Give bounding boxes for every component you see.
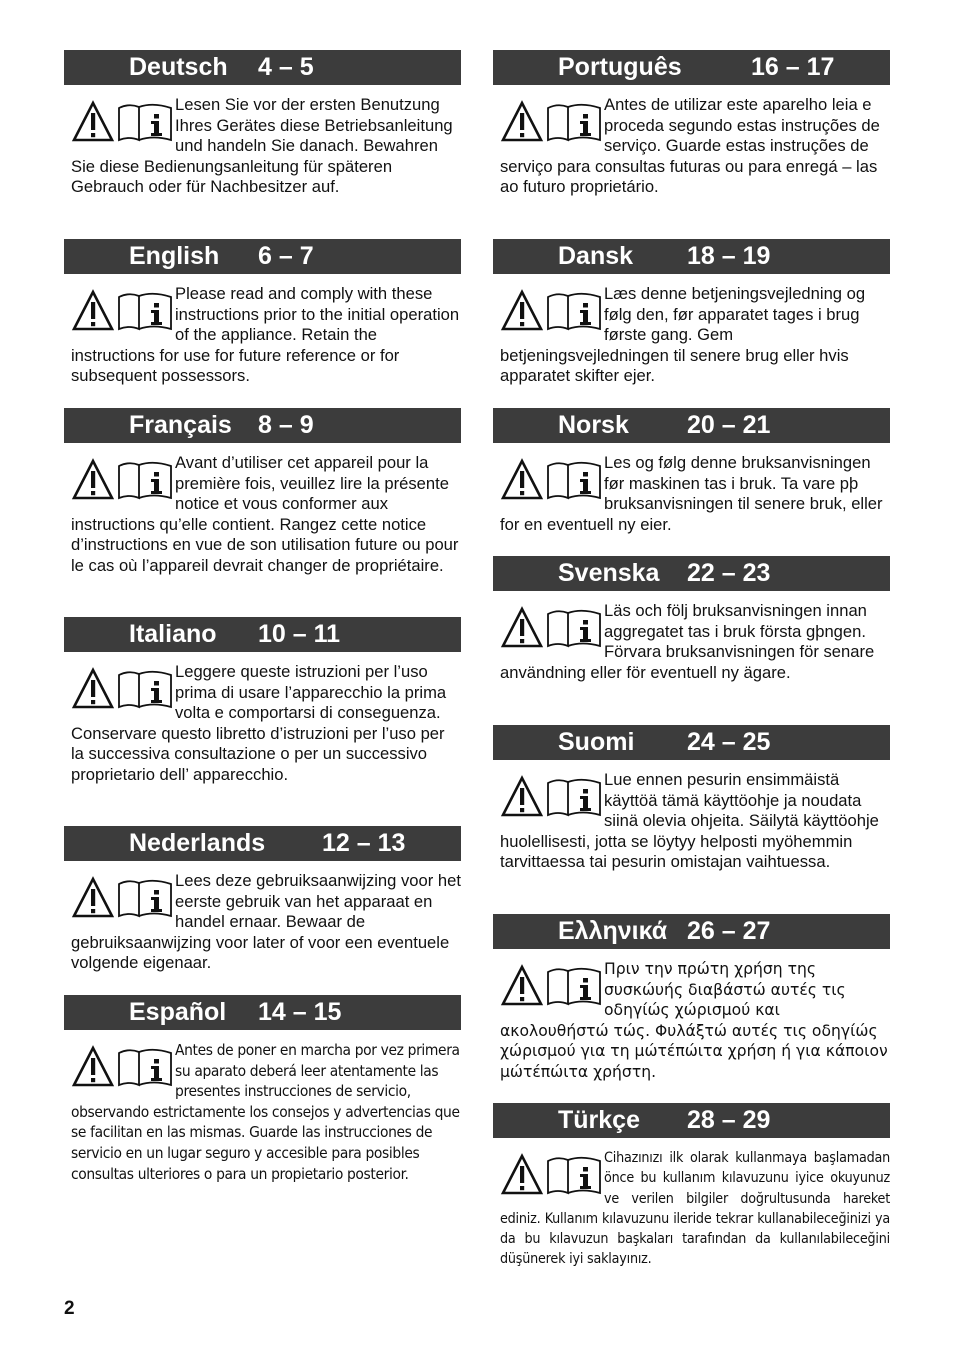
warning-info-icon xyxy=(71,456,175,508)
language-title: Português xyxy=(558,53,682,81)
warning-info-icon xyxy=(71,287,175,339)
language-title: Ελληνικά xyxy=(558,917,668,945)
section-header xyxy=(64,239,461,274)
section-svenska xyxy=(493,556,890,683)
page-range: 12 – 13 xyxy=(322,829,406,857)
language-title: Svenska xyxy=(558,559,660,587)
section-header xyxy=(493,1103,890,1138)
instruction-text: Lees deze gebruiksaanwijzing voor het eerste gebruik van het apparaat en handel ernaar. Bewaar de gebruiksaanwijzing voor later of voor een eventuele volgende eigenaar. xyxy=(71,871,461,972)
section-header xyxy=(493,556,890,591)
warning-info-icon xyxy=(500,456,604,508)
language-title: Türkçe xyxy=(558,1106,640,1134)
page-range: 8 – 9 xyxy=(258,411,314,439)
section-italiano xyxy=(64,617,461,785)
page-range: 24 – 25 xyxy=(687,728,771,756)
section-ellinika xyxy=(493,914,890,1083)
warning-info-icon xyxy=(71,665,175,717)
instruction-text: Πριν την πρώτη χρήση της συσκώυής διαβάστώ αυτές τις οδηγίώς χώρισμού και ακολουθήστώ τώς. Φυλάξτώ αυτές τις οδηγίώς χώρισμού για τη μώτέπώιτα χρήση ή για κάποιον μώτέπώιτα χρήστη. xyxy=(500,960,888,1081)
instruction-text: Läs och följ bruksanvisningen innan aggregatet tas i bruk första gþngen. Förvara bruksanvisningen för senare användning eller för eventuell ny ägare. xyxy=(500,601,875,682)
language-title: Norsk xyxy=(558,411,629,439)
instruction-text: Antes de utilizar este aparelho leia e proceda segundo estas instruções de serviço. Guarde estas instruções de serviço para consultas futuras ou para enregá – las ao futuro proprietário. xyxy=(500,95,880,196)
page-range: 14 – 15 xyxy=(258,998,342,1026)
page-range: 10 – 11 xyxy=(258,620,341,648)
instruction-text: Antes de poner en marcha por vez primera su aparato deberá leer atentamente las presentes instrucciones de servicio, observando estrictamente los consejos y advertencias que se facilitan en las mismas. Guarde las instrucciones de servicio en un lugar seguro y accesible para posibles consultas ulteriores o para un propietario posterior. xyxy=(71,1041,460,1183)
section-header xyxy=(493,914,890,949)
instruction-text: Les og følg denne bruksanvisningen før maskinen tas i bruk. Ta vare pþ bruksanvisningen til senere bruk, eller for en eventuell ny eier. xyxy=(500,453,883,534)
instruction-text: Leggere queste istruzioni per l’uso prima di usare l’apparecchio la prima volta e comportarsi di conseguenza. Conservare questo libretto d’istruzioni per l’uso per la successiva consultazione o per un successivo proprietario dell’ apparecchio. xyxy=(71,662,447,784)
instruction-text: Lesen Sie vor der ersten Benutzung Ihres Gerätes diese Betriebsanleitung und handeln Sie danach. Bewahren Sie diese Bedienungsanleitung für späteren Gebrauch oder für Nachbesitzer auf. xyxy=(71,95,453,196)
page-range: 6 – 7 xyxy=(258,242,314,270)
section-espanol xyxy=(64,995,461,1184)
section-header xyxy=(64,995,461,1030)
page-range: 16 – 17 xyxy=(751,53,835,81)
warning-info-icon xyxy=(500,287,604,339)
section-header xyxy=(493,50,890,85)
page-range: 22 – 23 xyxy=(687,559,771,587)
section-header xyxy=(493,239,890,274)
language-title: Nederlands xyxy=(129,829,266,857)
page-range: 20 – 21 xyxy=(687,411,771,439)
section-turkce xyxy=(493,1103,890,1270)
section-header xyxy=(64,50,461,85)
language-title: Deutsch xyxy=(129,53,228,81)
section-dansk xyxy=(493,239,890,387)
language-title: Italiano xyxy=(129,620,217,648)
warning-info-icon xyxy=(71,1043,175,1095)
section-norsk xyxy=(493,408,890,535)
section-suomi xyxy=(493,725,890,873)
section-english xyxy=(64,239,461,387)
section-header xyxy=(493,725,890,760)
warning-info-icon xyxy=(71,98,175,150)
warning-info-icon xyxy=(71,874,175,926)
language-title: English xyxy=(129,242,220,270)
language-title: Français xyxy=(129,411,232,439)
warning-info-icon xyxy=(500,1151,604,1203)
section-header xyxy=(64,617,461,652)
section-header xyxy=(64,408,461,443)
language-title: Dansk xyxy=(558,242,634,270)
language-title: Español xyxy=(129,998,227,1026)
page-range: 26 – 27 xyxy=(687,917,771,945)
warning-info-icon xyxy=(500,604,604,656)
page-range: 28 – 29 xyxy=(687,1106,771,1134)
page-number: 2 xyxy=(64,1298,75,1319)
section-header xyxy=(64,826,461,861)
instruction-text: Læs denne betjeningsvejledning og følg den, før apparatet tages i brug første gang. Gem betjeningsvejledningen til senere brug eller hvis apparatet skifter ejer. xyxy=(500,284,866,385)
section-header xyxy=(493,408,890,443)
instruction-text: Cihazınızı ilk olarak kullanmaya başlamadan önce bu kullanım kılavuzunu iyice okuyunuz ve verilen bilgiler doğrultusunda hareket ediniz. Kullanım kılavuzunu ileride tekrar kullanabileceğinizi ya da bu kılavuzun başkaları tarafından da kullanılabileceğini düşünerek iyi saklayınız. xyxy=(500,1150,890,1268)
instruction-text: Avant d’utiliser cet appareil pour la première fois, veuillez lire la présente notice et vous conformer aux instructions qu’elle contient. Rangez cette notice d’instructions en vue de son utilisation future ou pour le cas où l’appareil devrait changer de propriétaire. xyxy=(71,453,459,575)
page-range: 4 – 5 xyxy=(258,53,314,81)
instruction-text: Lue ennen pesurin ensimmäistä käyttöä tämä käyttöohje ja noudata siinä olevia ohjeita. Säilytä käyttöohje huolellisesti, jotta se löytyy helposti myöhemmin tarvittaessa tai pesurin omistajan vaihtuessa. xyxy=(500,770,879,871)
section-francais xyxy=(64,408,461,576)
section-deutsch xyxy=(64,50,461,198)
section-nederlands xyxy=(64,826,461,974)
instruction-text: Please read and comply with these instructions prior to the initial operation of the appliance. Retain the instructions for use for future reference or for subsequent possessors. xyxy=(71,284,460,385)
section-portugues xyxy=(493,50,890,198)
language-title: Suomi xyxy=(558,728,635,756)
warning-info-icon xyxy=(500,773,604,825)
warning-info-icon xyxy=(500,98,604,150)
warning-info-icon xyxy=(500,962,604,1014)
page-range: 18 – 19 xyxy=(687,242,771,270)
